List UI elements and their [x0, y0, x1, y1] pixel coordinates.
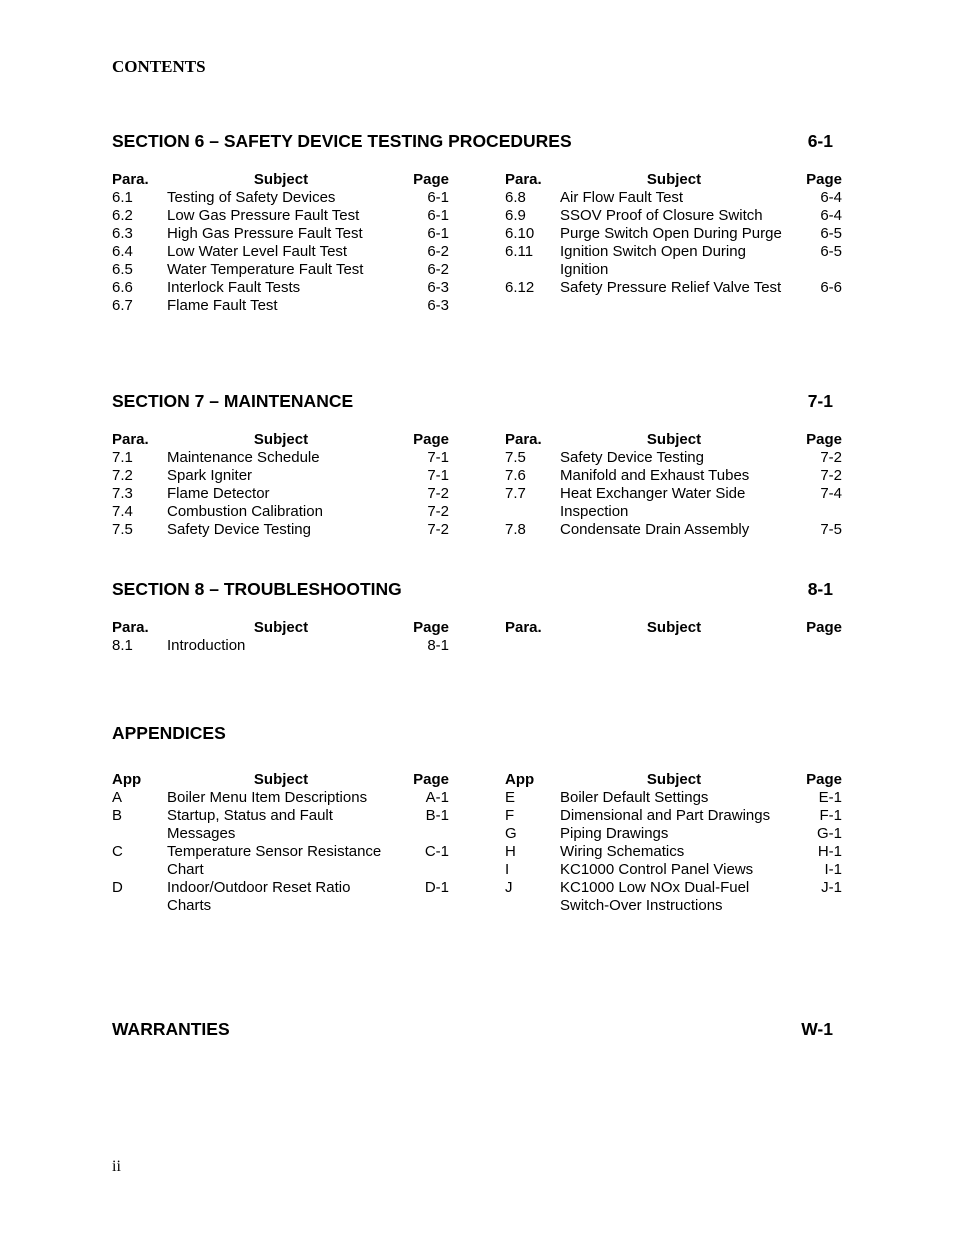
toc-entry-subject: Flame Fault Test — [167, 297, 278, 314]
toc-entry[interactable] — [505, 485, 842, 521]
toc-entry-page: 7-2 — [427, 485, 449, 502]
toc-entry-page: D-1 — [424, 879, 449, 896]
toc-entry[interactable] — [112, 261, 449, 279]
page-header-label: Page — [413, 171, 449, 188]
toc-entry-subject: Water Temperature Fault Test — [167, 261, 364, 278]
para-header: Para. — [505, 619, 542, 636]
section-8-right-column — [505, 619, 842, 637]
page-header-label: Page — [413, 431, 449, 448]
toc-entry-number: 6.4 — [112, 243, 133, 260]
section-8-left-column — [112, 619, 449, 655]
toc-entry-page: A-1 — [425, 789, 449, 806]
toc-entry-number: H — [505, 843, 516, 860]
toc-entry-subject: Boiler Menu Item Descriptions — [167, 789, 368, 806]
toc-entry-page: 6-1 — [427, 225, 449, 242]
toc-entry-subject: Condensate Drain Assembly — [560, 521, 750, 538]
toc-entry-subject: Low Water Level Fault Test — [167, 243, 348, 260]
toc-entry-number: 6.6 — [112, 279, 133, 296]
toc-entry-subject: Combustion Calibration — [167, 503, 323, 520]
toc-entry-subject: Spark Igniter — [167, 467, 253, 484]
toc-entry[interactable] — [112, 297, 449, 315]
toc-entry-page: C-1 — [424, 843, 449, 860]
toc-entry-subject: KC1000 Control Panel Views — [560, 861, 754, 878]
toc-entry-number: 7.8 — [505, 521, 526, 538]
subject-header: Subject — [646, 431, 702, 448]
toc-entry-page: 7-4 — [820, 485, 842, 502]
toc-entry[interactable] — [505, 807, 842, 825]
toc-entry[interactable] — [505, 207, 842, 225]
toc-entry-page: I-1 — [824, 861, 842, 878]
column-header-row — [112, 171, 449, 189]
toc-entry-number: 7.7 — [505, 485, 526, 502]
toc-entry-subject: Safety Device Testing — [560, 449, 704, 466]
toc-entry-number: D — [112, 879, 123, 896]
section-6-left-column — [112, 171, 449, 315]
toc-entry[interactable] — [112, 485, 449, 503]
toc-entry[interactable] — [112, 207, 449, 225]
toc-entry-subject: Indoor/Outdoor Reset Ratio Charts — [167, 879, 351, 914]
toc-entry[interactable] — [112, 467, 449, 485]
toc-entry[interactable] — [505, 861, 842, 879]
toc-entry[interactable] — [505, 521, 842, 539]
toc-entry-page: 6-1 — [427, 189, 449, 206]
toc-entry-number: 6.9 — [505, 207, 526, 224]
toc-entry-page: 6-6 — [820, 279, 842, 296]
toc-entry-page: G-1 — [816, 825, 842, 842]
toc-entry-number: 6.12 — [505, 279, 535, 296]
subject-header: Subject — [253, 431, 309, 448]
column-header-row — [112, 431, 449, 449]
toc-entry-page: 7-2 — [427, 503, 449, 520]
page-header-label: Page — [413, 771, 449, 788]
toc-entry-number: 6.10 — [505, 225, 535, 242]
toc-entry[interactable] — [112, 279, 449, 297]
para-header: App — [112, 771, 142, 788]
toc-entry-subject: Interlock Fault Tests — [167, 279, 301, 296]
toc-entry-page: 7-5 — [820, 521, 842, 538]
toc-entry-number: 7.1 — [112, 449, 133, 466]
section-6-page: 6-1 — [807, 131, 833, 151]
toc-entry-number: 6.3 — [112, 225, 133, 242]
toc-entry-subject: Piping Drawings — [560, 825, 669, 842]
toc-entry-number: 7.2 — [112, 467, 133, 484]
toc-entry-page: 6-3 — [427, 279, 449, 296]
column-header-row — [112, 771, 449, 789]
toc-entry-subject: Wiring Schematics — [560, 843, 685, 860]
toc-entry[interactable] — [112, 637, 449, 655]
toc-entry-number: 6.1 — [112, 189, 133, 206]
toc-entry-subject: Testing of Safety Devices — [167, 189, 336, 206]
toc-entry[interactable] — [112, 843, 449, 879]
page-header: CONTENTS — [112, 57, 206, 76]
toc-entry-subject: KC1000 Low NOx Dual-Fuel Switch-Over Instructions — [560, 879, 750, 914]
toc-entry-number: 6.11 — [505, 243, 534, 260]
subject-header: Subject — [253, 619, 309, 636]
toc-entry-subject: Temperature Sensor Resistance Chart — [167, 843, 382, 878]
section-7-left-column — [112, 431, 449, 539]
toc-entry-subject: Safety Device Testing — [167, 521, 311, 538]
para-header: App — [505, 771, 535, 788]
toc-entry-page: 6-3 — [427, 297, 449, 314]
toc-entry-number: E — [505, 789, 516, 806]
toc-entry-subject: Ignition Switch Open During Ignition — [560, 243, 746, 278]
toc-entry-page: 6-4 — [820, 207, 842, 224]
toc-entry-number: 7.4 — [112, 503, 133, 520]
toc-entry-subject: Flame Detector — [167, 485, 270, 502]
toc-entry-page: 7-1 — [427, 467, 449, 484]
toc-entry[interactable] — [112, 243, 449, 261]
toc-entry-page: F-1 — [819, 807, 842, 824]
toc-entry-number: 6.7 — [112, 297, 133, 314]
toc-entry-subject: Introduction — [167, 637, 246, 654]
toc-entry-page: J-1 — [821, 879, 842, 896]
toc-entry-page: E-1 — [818, 789, 842, 806]
column-header-row — [505, 619, 842, 637]
toc-entry[interactable] — [505, 279, 842, 297]
toc-entry[interactable] — [505, 243, 842, 279]
toc-entry[interactable] — [112, 521, 449, 539]
toc-entry[interactable] — [112, 225, 449, 243]
toc-entry-number: F — [505, 807, 515, 824]
appendices-right-column — [505, 771, 842, 915]
warranties-page: W-1 — [801, 1019, 833, 1039]
toc-entry-subject: Air Flow Fault Test — [560, 189, 684, 206]
subject-header: Subject — [253, 771, 309, 788]
toc-entry-number: 6.5 — [112, 261, 133, 278]
subject-header: Subject — [646, 171, 702, 188]
toc-entry-subject: Boiler Default Settings — [560, 789, 709, 806]
toc-entry-page: 6-4 — [820, 189, 842, 206]
toc-entry-number: 6.2 — [112, 207, 133, 224]
para-header: Para. — [112, 171, 149, 188]
toc-entry-page: 6-5 — [820, 243, 842, 260]
toc-entry-number: 6.8 — [505, 189, 526, 206]
toc-entry-page: 8-1 — [427, 637, 449, 654]
toc-entry-page: 7-1 — [427, 449, 449, 466]
toc-entry-subject: High Gas Pressure Fault Test — [167, 225, 363, 242]
toc-entry[interactable] — [505, 449, 842, 467]
toc-entry-page: B-1 — [425, 807, 449, 824]
toc-entry-page: 7-2 — [820, 449, 842, 466]
toc-entry-subject: Startup, Status and Fault Messages — [167, 807, 333, 842]
toc-entry-number: C — [112, 843, 123, 860]
toc-entry[interactable] — [505, 825, 842, 843]
section-6-title: SECTION 6 – SAFETY DEVICE TESTING PROCEDURES — [112, 131, 572, 151]
toc-entry[interactable] — [505, 225, 842, 243]
toc-entry[interactable] — [112, 807, 449, 843]
toc-entry[interactable] — [505, 843, 842, 861]
para-header: Para. — [112, 431, 149, 448]
toc-entry[interactable] — [112, 879, 449, 915]
toc-entry-subject: Safety Pressure Relief Valve Test — [560, 279, 782, 296]
toc-entry-page: 6-2 — [427, 261, 449, 278]
toc-entry-number: 7.3 — [112, 485, 133, 502]
toc-entry-number: A — [112, 789, 123, 806]
toc-entry-subject: SSOV Proof of Closure Switch — [560, 207, 763, 224]
section-7-right-column — [505, 431, 842, 539]
toc-entry[interactable] — [505, 789, 842, 807]
toc-entry[interactable] — [112, 789, 449, 807]
para-header: Para. — [112, 619, 149, 636]
toc-entry-number: G — [505, 825, 517, 842]
toc-entry[interactable] — [505, 467, 842, 485]
toc-entry[interactable] — [112, 449, 449, 467]
para-header: Para. — [505, 171, 542, 188]
toc-entry[interactable] — [112, 503, 449, 521]
page-header-label: Page — [806, 171, 842, 188]
toc-entry-subject: Purge Switch Open During Purge — [560, 225, 782, 242]
toc-entry-page: 7-2 — [820, 467, 842, 484]
toc-entry-page: H-1 — [817, 843, 842, 860]
para-header: Para. — [505, 431, 542, 448]
toc-entry-subject: Heat Exchanger Water Side Inspection — [560, 485, 746, 520]
toc-entry-page: 7-2 — [427, 521, 449, 538]
toc-entry-number: 7.6 — [505, 467, 526, 484]
page-number: ii — [112, 1158, 121, 1175]
column-header-row — [505, 431, 842, 449]
toc-entry[interactable] — [505, 189, 842, 207]
section-8-page: 8-1 — [807, 579, 833, 599]
toc-entry-number: 7.5 — [505, 449, 526, 466]
toc-entry[interactable] — [505, 879, 842, 915]
section-7-title: SECTION 7 – MAINTENANCE — [112, 391, 354, 411]
appendices-title: APPENDICES — [112, 723, 226, 743]
page-header-label: Page — [413, 619, 449, 636]
toc-entry-number: 7.5 — [112, 521, 133, 538]
subject-header: Subject — [646, 619, 702, 636]
toc-entry-page: 6-2 — [427, 243, 449, 260]
toc-entry-subject: Maintenance Schedule — [167, 449, 320, 466]
toc-entry-number: B — [112, 807, 123, 824]
column-header-row — [505, 171, 842, 189]
page-header-label: Page — [806, 619, 842, 636]
warranties-title: WARRANTIES — [112, 1019, 230, 1039]
toc-entry-number: J — [505, 879, 513, 896]
toc-entry-number: 8.1 — [112, 637, 133, 654]
section-7-page: 7-1 — [807, 391, 833, 411]
toc-entry-subject: Manifold and Exhaust Tubes — [560, 467, 750, 484]
subject-header: Subject — [253, 171, 309, 188]
section-6-right-column — [505, 171, 842, 297]
page-header-label: Page — [806, 771, 842, 788]
appendices-left-column — [112, 771, 449, 915]
toc-entry-page: 6-1 — [427, 207, 449, 224]
toc-entry-page: 6-5 — [820, 225, 842, 242]
toc-entry-subject: Low Gas Pressure Fault Test — [167, 207, 360, 224]
column-header-row — [112, 619, 449, 637]
section-8-title: SECTION 8 – TROUBLESHOOTING — [112, 579, 402, 599]
toc-entry-number: I — [505, 861, 510, 878]
page-header-label: Page — [806, 431, 842, 448]
subject-header: Subject — [646, 771, 702, 788]
column-header-row — [505, 771, 842, 789]
toc-entry-subject: Dimensional and Part Drawings — [560, 807, 771, 824]
toc-entry[interactable] — [112, 189, 449, 207]
